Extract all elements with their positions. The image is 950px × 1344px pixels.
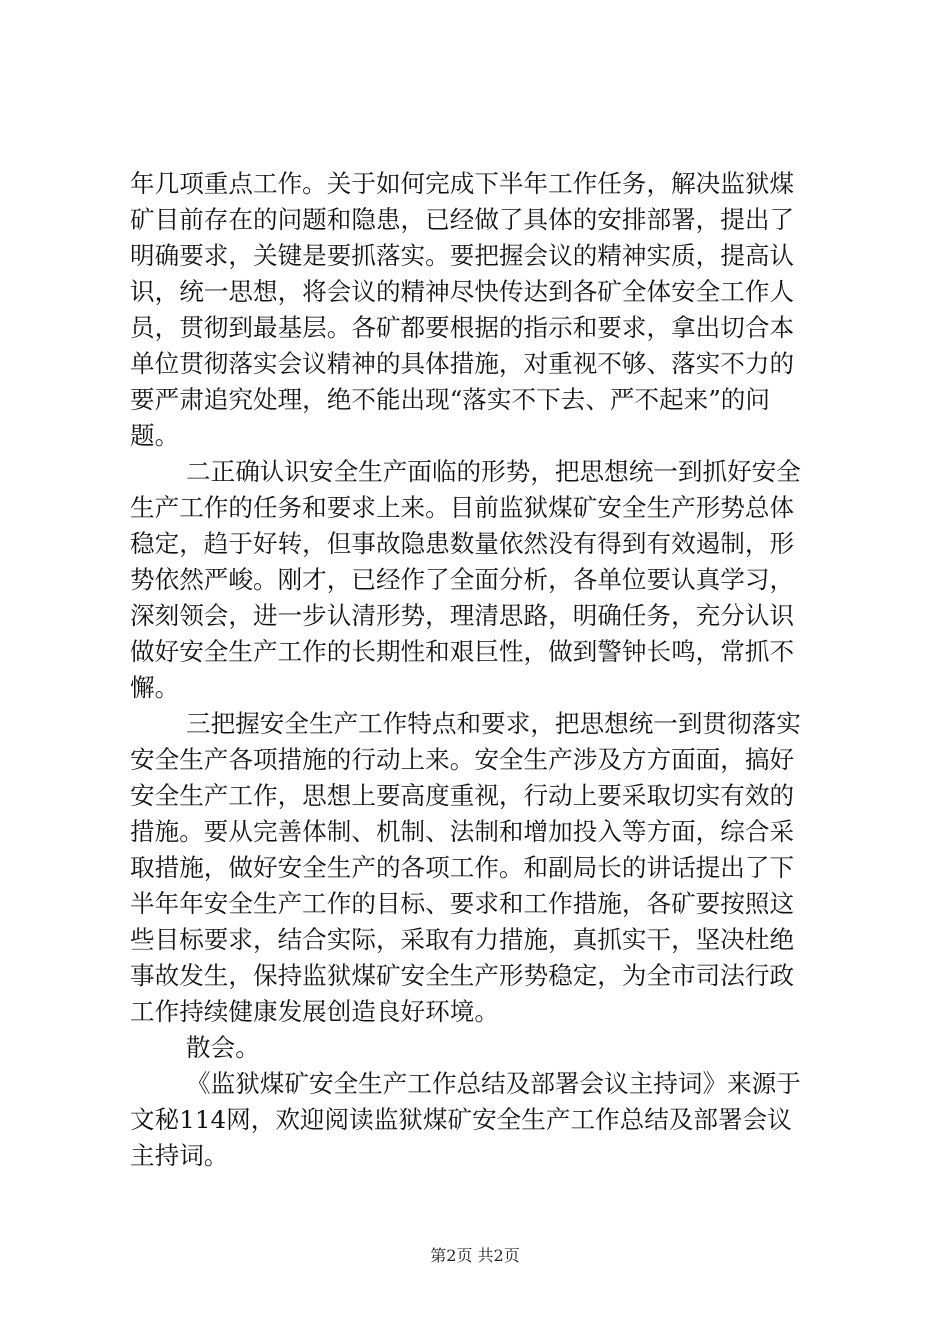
text-line: 《监狱煤矿安全生产工作总结及部署会议主持词》来源于 — [186, 1069, 801, 1098]
text-line: 文秘114网，欢迎阅读监狱煤矿安全生产工作总结及部署会议 — [130, 1105, 792, 1134]
page-number-footer: 第2页 共2页 — [430, 1246, 520, 1265]
paragraph — [130, 454, 830, 706]
text-line: 措施。要从完善体制、机制、法制和增加投入等方面，综合采 — [130, 817, 795, 846]
text-line: 事故发生，保持监狱煤矿安全生产形势稳定，为全市司法行政 — [130, 961, 795, 990]
text-line: 生产工作的任务和要求上来。目前监狱煤矿安全生产形势总体 — [130, 493, 795, 522]
paragraph — [130, 166, 830, 454]
text-line: 主持词。 — [130, 1141, 229, 1170]
text-line: 半年年安全生产工作的目标、要求和工作措施，各矿要按照这 — [130, 889, 795, 918]
text-line: 工作持续健康发展创造良好环境。 — [130, 997, 499, 1026]
text-line: 稳定，趋于好转，但事故隐患数量依然没有得到有效遏制，形 — [130, 529, 795, 558]
text-line: 员，贯彻到最基层。各矿都要根据的指示和要求，拿出切合本 — [130, 313, 795, 342]
text-line: 懈。 — [130, 673, 180, 702]
text-line: 深刻领会，进一步认清形势，理清思路，明确任务，充分认识 — [130, 601, 795, 630]
paragraph — [130, 1066, 830, 1174]
text-line: 单位贯彻落实会议精神的具体措施，对重视不够、落实不力的 — [130, 349, 795, 378]
text-line: 识，统一思想，将会议的精神尽快传达到各矿全体安全工作人 — [130, 277, 795, 306]
text-line: 做好安全生产工作的长期性和艰巨性，做到警钟长鸣，常抓不 — [130, 637, 795, 666]
text-line: 年几项重点工作。关于如何完成下半年工作任务，解决监狱煤 — [130, 169, 795, 198]
text-line: 势依然严峻。刚才，已经作了全面分析，各单位要认真学习， — [130, 565, 795, 594]
text-line: 安全生产工作，思想上要高度重视，行动上要采取切实有效的 — [130, 781, 795, 810]
text-line: 安全生产各项措施的行动上来。安全生产涉及方方面面，搞好 — [130, 745, 795, 774]
paragraph — [130, 706, 830, 1030]
text-line: 题。 — [130, 421, 180, 450]
text-line: 矿目前存在的问题和隐患，已经做了具体的安排部署，提出了 — [130, 205, 795, 234]
text-line: 些目标要求，结合实际，采取有力措施，真抓实干，坚决杜绝 — [130, 925, 795, 954]
text-line: 散会。 — [186, 1033, 260, 1062]
text-line: 要严肃追究处理，绝不能出现“落实不下去、严不起来”的问 — [130, 385, 770, 414]
text-line: 取措施，做好安全生产的各项工作。和副局长的讲话提出了下 — [130, 853, 795, 882]
paragraph — [130, 1030, 830, 1066]
text-line: 三把握安全生产工作特点和要求，把思想统一到贯彻落实 — [186, 709, 801, 738]
document-body — [130, 166, 830, 1174]
text-line: 二正确认识安全生产面临的形势，把思想统一到抓好安全 — [186, 457, 801, 486]
text-line: 明确要求，关键是要抓落实。要把握会议的精神实质，提高认 — [130, 241, 795, 270]
